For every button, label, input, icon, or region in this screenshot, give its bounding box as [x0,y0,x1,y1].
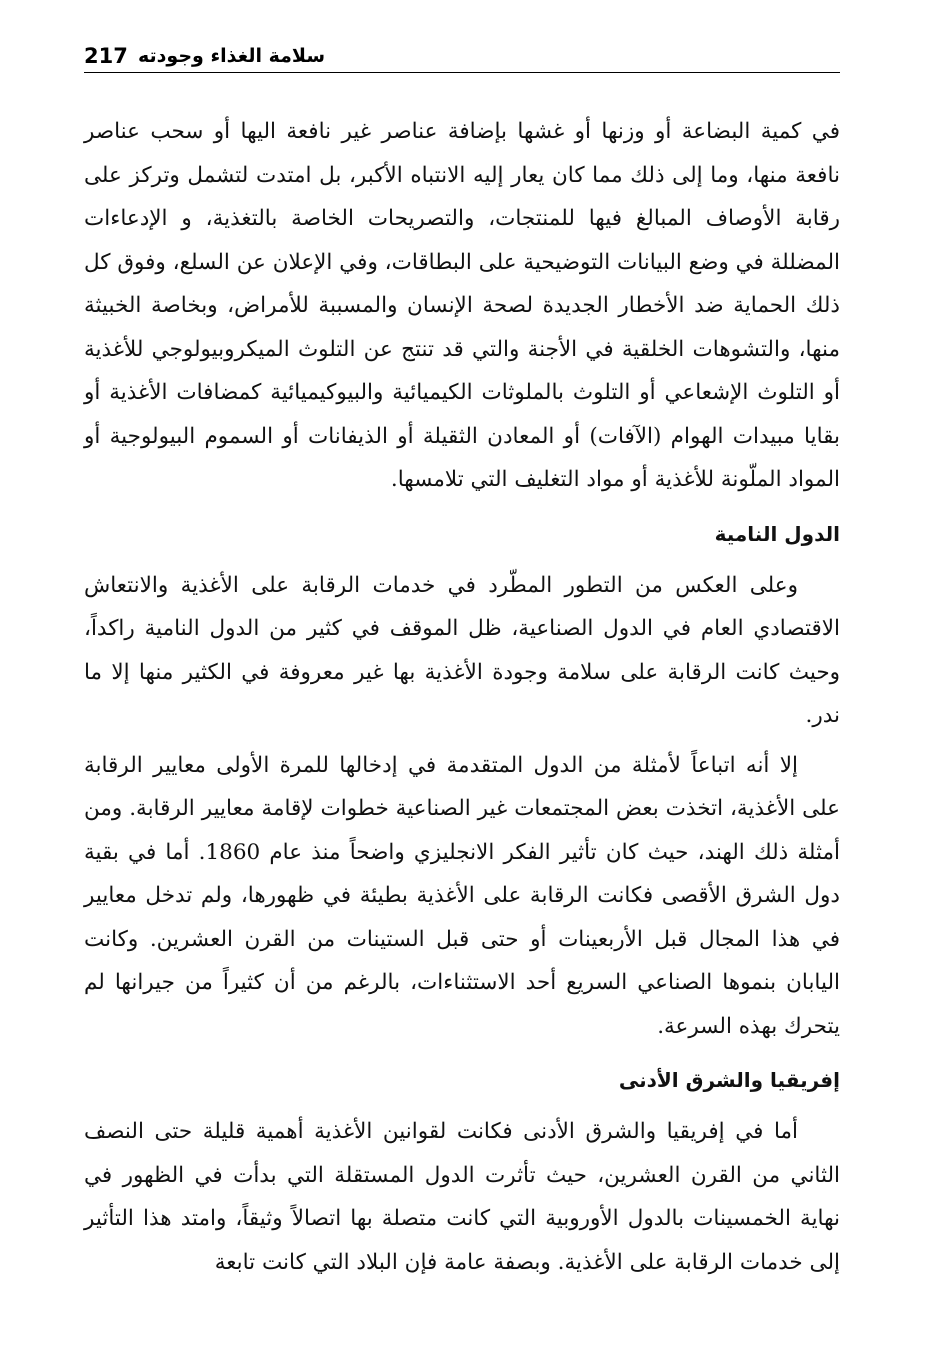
page-number: 217 [84,44,128,68]
section-heading-africa-near-east: إفريقيا والشرق الأدنى [618,1068,840,1092]
body-text [84,110,840,1284]
running-head-title: سلامة الغذاء وجودته [138,45,326,67]
header-rule [84,72,840,73]
paragraph: أما في إفريقيا والشرق الأدنى فكانت لقوانين الأغذية أهمية قليلة حتى النصف الثاني من القرن العشرين، حيث تأثرت الدول المستقلة التي بدأت في الظهور في نهاية الخمسينات بالدول الأوروبية التي كانت متصلة بها اتصالاً وثيقاً، وامتد هذا التأثير إلى خدمات الرقابة على الأغذية. وبصفة عامة فإن البلاد التي كانت تابعة [84,1119,840,1275]
running-head [84,38,840,74]
section-heading-developing-countries: الدول النامية [714,521,840,546]
paragraph: إلا أنه اتباعاً لأمثلة من الدول المتقدمة في إدخالها للمرة الأولى معايير الرقابة على الأغذية، اتخذت بعض المجتمعات غير الصناعية خطوات لإقامة معايير الرقابة. ومن أمثلة ذلك الهند، حيث كان تأثير الفكر الانجليزي واضحاً منذ عام 1860. أما في بقية دول الشرق الأقصى فكانت الرقابة على الأغذية بطيئة في ظهورها، ولم تدخل معايير في هذا المجال قبل الأربعينات أو حتى قبل الستينات من القرن العشرين. وكانت اليابان بنموها الصناعي السريع أحد الاستثناءات، بالرغم من أن كثيراً من جيرانها لم يتحرك بهذه السرعة. [84,752,840,1039]
paragraph: وعلى العكس من التطور المطّرد في خدمات الرقابة على الأغذية والانتعاش الاقتصادي العام في الدول الصناعية، ظل الموقف في كثير من الدول النامية راكداً، وحيث كانت الرقابة على سلامة وجودة الأغذية بها غير معروفة في الكثير منها إلا ما ندر. [84,572,840,728]
paragraph-continued: في كمية البضاعة أو وزنها أو غشها بإضافة عناصر غير نافعة اليها أو سحب عناصر نافعة منها، وما إلى ذلك مما كان يعار إليه الانتباه الأكبر، بل امتدت لتشمل وتركز على رقابة الأوصاف المبالغ فيها للمنتجات، والتصريحات الخاصة بالتغذية، و الإدعاءات المضللة في وضع البيانات التوضيحية على البطاقات، وفي الإعلان عن السلع، وفوق كل ذلك الحماية ضد الأخطار الجديدة لصحة الإنسان والمسببة للأمراض، وبخاصة الخبيثة منها، والتشوهات الخلقية في الأجنة والتي قد تنتج عن التلوث الميكروبيولوجي للأغذية أو التلوث الإشعاعي أو التلوث بالملوثات الكيميائية والبيوكيميائية كمضافات الأغذية أو بقايا مبيدات الهوام (الآفات) أو المعادن الثقيلة أو الذيفانات أو السموم البيولوجية أو المواد الملّونة للأغذية أو مواد التغليف التي تلامسها. [84,119,840,492]
